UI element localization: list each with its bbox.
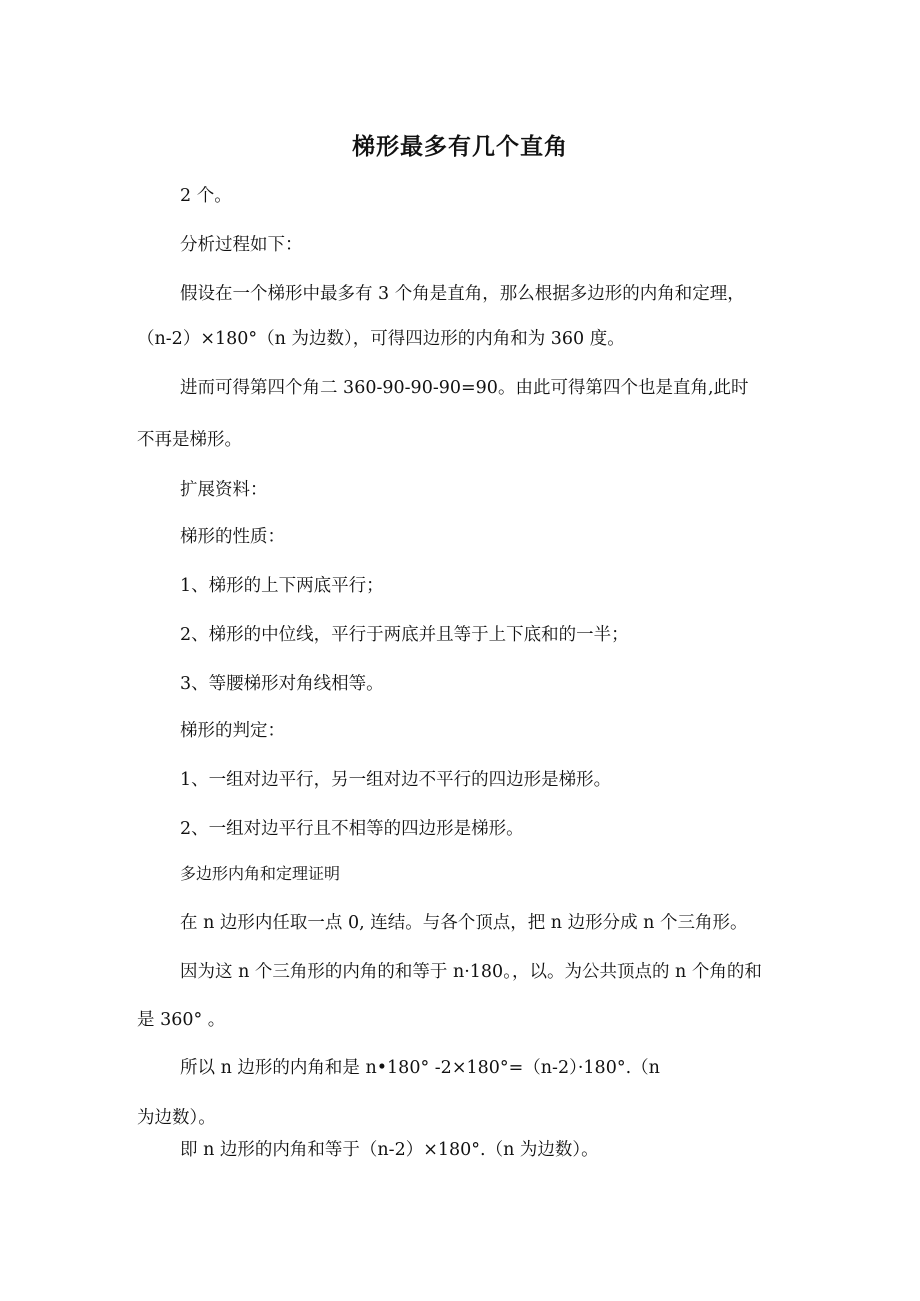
list-item-property-3: 3、等腰梯形对角线相等。 <box>180 674 384 694</box>
paragraph-extension-heading: 扩展资料： <box>180 480 268 500</box>
paragraph-fourth-angle: 进而可得第四个角二 360-90-90-90=90。由此可得第四个也是直角,此时 <box>180 378 749 398</box>
list-item-property-1: 1、梯形的上下两底平行； <box>180 576 384 596</box>
list-item-criterion-2: 2、一组对边平行且不相等的四边形是梯形。 <box>180 819 524 839</box>
paragraph-assumption-cont: （n-2）×180°（n 为边数），可得四边形的内角和为 360 度。 <box>137 329 625 349</box>
paragraph-proof-2: 因为这 n 个三角形的内角的和等于 n·180。，以。为公共顶点的 n 个角的和 <box>180 962 762 982</box>
paragraph-answer: 2 个。 <box>180 186 232 206</box>
page-title: 梯形最多有几个直角 <box>352 134 568 160</box>
paragraph-fourth-angle-cont: 不再是梯形。 <box>137 430 242 450</box>
paragraph-proof-3-cont: 为边数）。 <box>137 1108 216 1128</box>
paragraph-assumption: 假设在一个梯形中最多有 3 个角是直角，那么根据多边形的内角和定理， <box>180 284 745 304</box>
paragraph-conclusion: 即 n 边形的内角和等于（n-2）×180°.（n 为边数）。 <box>180 1140 599 1160</box>
paragraph-proof-3: 所以 n 边形的内角和是 n•180° -2×180°=（n-2）·180°.（n <box>180 1058 660 1078</box>
list-item-criterion-1: 1、一组对边平行，另一组对边不平行的四边形是梯形。 <box>180 770 612 790</box>
paragraph-proof-2-cont: 是 360° 。 <box>137 1010 226 1030</box>
paragraph-criteria-heading: 梯形的判定： <box>180 721 285 741</box>
paragraph-proof-1: 在 n 边形内任取一点 0, 连结。与各个顶点，把 n 边形分成 n 个三角形。 <box>180 913 748 933</box>
paragraph-proof-heading: 多边形内角和定理证明 <box>180 864 341 883</box>
paragraph-properties-heading: 梯形的性质： <box>180 527 285 547</box>
list-item-property-2: 2、梯形的中位线，平行于两底并且等于上下底和的一半； <box>180 625 629 645</box>
paragraph-analysis-heading: 分析过程如下： <box>180 235 303 255</box>
